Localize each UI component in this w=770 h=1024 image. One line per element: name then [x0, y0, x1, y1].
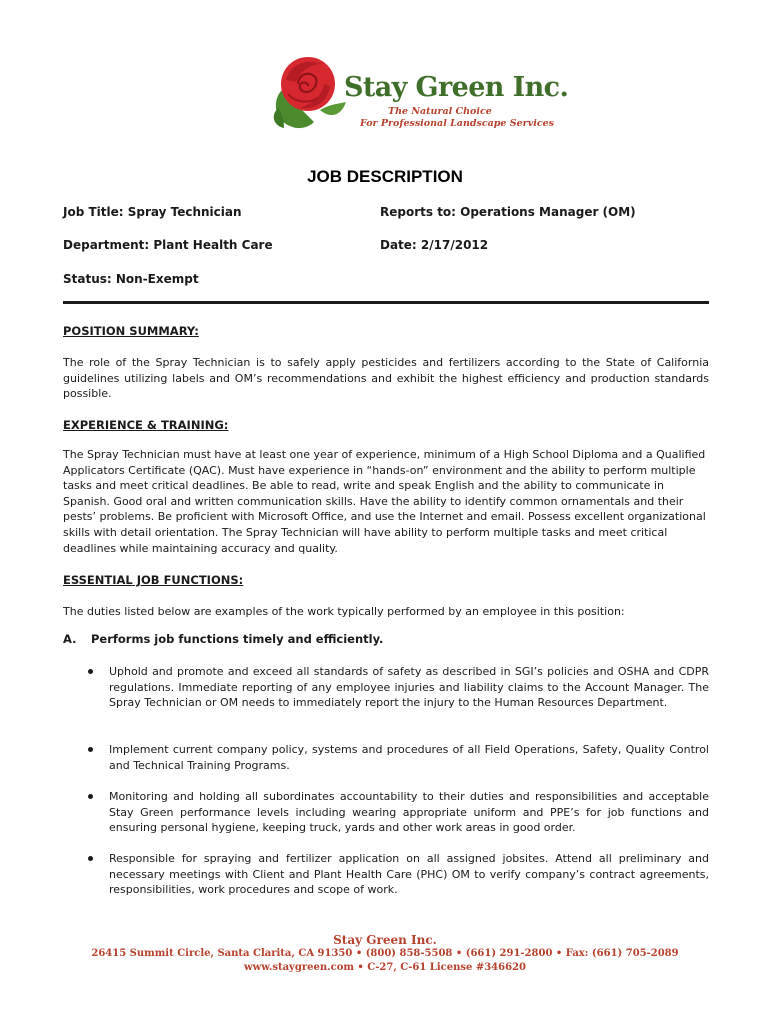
logo-brand-name: Stay Green Inc. — [344, 72, 569, 103]
essential-functions-heading: ESSENTIAL JOB FUNCTIONS: — [63, 573, 244, 587]
position-summary-text: The role of the Spray Technician is to safely apply pesticides and fertilizers according to the State of California guidelines utilizing labels and OM’s recommendations and exhibit the highest efficiency and production standards possible. — [63, 356, 709, 401]
section-title: Performs job functions timely and efficiently. — [91, 632, 384, 646]
department-field: Department: Plant Health Care — [63, 238, 273, 252]
bullet-text: Monitoring and holding all subordinates accountability to their duties and responsibilities and acceptable Stay Green performance levels including wearing appropriate uniform and PPE’s for job functions and ensuring personal hygiene, keeping truck, yards and other work areas in good order. — [109, 790, 709, 835]
reports-to-field: Reports to: Operations Manager (OM) — [380, 205, 636, 219]
position-summary-heading: POSITION SUMMARY: — [63, 324, 199, 338]
bullet-text: Implement current company policy, systems and procedures of all Field Operations, Safety, Quality Control and Technical Training Programs. — [109, 743, 709, 772]
bullet-text: Uphold and promote and exceed all standards of safety as described in SGI’s policies and OSHA and CDPR regulations. Immediate reporting of any employee injuries and liability claims to the Account Manager. The Spray Technician or OM needs to immediately report the injury to the Human Resources Department. — [109, 665, 709, 710]
status-field: Status: Non-Exempt — [63, 272, 199, 286]
footer-company-name: Stay Green Inc. — [333, 933, 437, 947]
section-divider — [63, 301, 709, 304]
experience-heading: EXPERIENCE & TRAINING: — [63, 418, 229, 432]
section-letter: A. — [63, 632, 77, 646]
section-a-heading — [63, 632, 383, 646]
logo-tagline-2: For Professional Landscape Services — [360, 118, 554, 129]
footer-address: 26415 Summit Circle, Santa Clarita, CA 91350 • (800) 858-5508 • (661) 291-2800 • Fax: (661) 705-2089 — [91, 948, 679, 959]
bullet-icon — [88, 794, 93, 799]
bullet-icon — [88, 669, 93, 674]
footer-website-license: www.staygreen.com • C-27, C-61 License #346620 — [244, 962, 526, 973]
date-field: Date: 2/17/2012 — [380, 238, 489, 252]
experience-text: The Spray Technician must have at least one year of experience, minimum of a High School Diploma and a Qualified Applicators Certificate (QAC). Must have experience in “hands-on” environment and the ability to perform multiple tasks and meet critical deadlines. Be able to read, write and speak English and the ability to communicate in Spanish. Good oral and written communication skills. Have the ability to identify common ornamentals and their pests’ problems. Be proficient with Microsoft Office, and use the Internet and email. Possess excellent organizational skills with detail orientation. The Spray Technician will have ability to perform multiple tasks and meet critical deadlines while maintaining accuracy and quality. — [63, 448, 706, 555]
rose-icon — [268, 50, 350, 136]
essential-intro: The duties listed below are examples of the work typically performed by an employee in this position: — [63, 605, 625, 618]
job-title-field: Job Title: Spray Technician — [63, 205, 242, 219]
company-logo — [268, 50, 569, 136]
bullet-icon — [88, 856, 93, 861]
document-title: JOB DESCRIPTION — [307, 167, 463, 186]
logo-tagline-1: The Natural Choice — [388, 106, 492, 117]
bullet-icon — [88, 747, 93, 752]
bullet-text: Responsible for spraying and fertilizer application on all assigned jobsites. Attend all preliminary and necessary meetings with Client and Plant Health Care (PHC) OM to verify company’s contract agreements, responsibilities, work procedures and scope of work. — [109, 852, 709, 897]
